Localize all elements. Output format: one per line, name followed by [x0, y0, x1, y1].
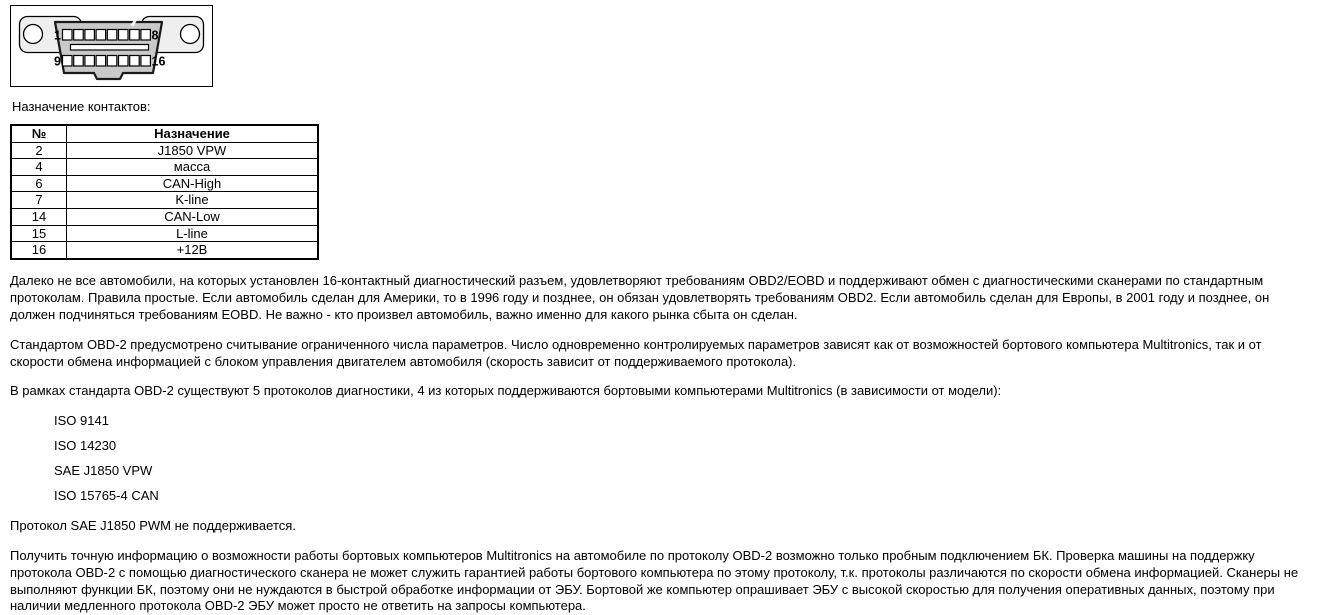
paragraph-obd2-eobd-rules: Далеко не все автомобили, на которых установлен 16-контактный диагностический разъем, удовлетворяют требованиям OBD2/EOBD и поддерживают обмен с диагностическими сканерами по стандартным протоколам. Правила простые. Если автомобиль сделан для Америки, то в 1996 году и позднее, он обязан удовлетворять требованиям OBD2. Если автомобиль сделан для Европы, в 2001 году и позднее, он должен подчиняться требованиям EOBD. Не важно - кто произвел автомобиль, важно именно для какого рынка сбыта он сделан.: [10, 273, 1270, 322]
table-row: [11, 209, 318, 226]
pin-slot: [85, 30, 95, 41]
pin-slot: [107, 56, 117, 67]
pin-function-cell: K-line: [67, 192, 319, 209]
pin-number-cell: 2: [11, 142, 67, 159]
left-mounting-hole: [24, 25, 43, 44]
obd-connector-diagram: [10, 5, 213, 87]
pin-slot: [74, 30, 84, 41]
pin-slot: [119, 56, 129, 67]
pinout-header-number: №: [11, 125, 67, 142]
pin-slot: [74, 56, 84, 67]
pin-number-cell: 15: [11, 225, 67, 242]
paragraph-obd2-parameters: Стандартом OBD-2 предусмотрено считывание ограниченного числа параметров. Число одновременно контролируемых параметров зависят как от возможностей бортового компьютера Multitronics, так и от скорости обмена информацией с блоком управления двигателем автомобиля (скорость зависит от поддерживаемого протокола).: [10, 336, 1262, 369]
pin-label-8: 8: [151, 28, 159, 43]
pin-slot: [119, 30, 129, 41]
pinout-header-function: Назначение: [67, 125, 319, 142]
table-row: [11, 175, 318, 192]
table-row: [11, 242, 318, 259]
pin-label-1: 1: [54, 28, 61, 43]
pin-slot: [63, 30, 73, 41]
protocol-iso-9141: ISO 9141: [54, 413, 109, 429]
pin-slot: [85, 56, 95, 67]
pin-slot: [96, 30, 106, 41]
center-key-slot: [71, 45, 149, 51]
pin-slot: [141, 30, 151, 41]
pin-slot: [96, 56, 106, 67]
table-row: [11, 142, 318, 159]
pin-slot: [107, 30, 117, 41]
pin-function-cell: J1850 VPW: [67, 142, 319, 159]
table-row: [11, 192, 318, 209]
protocol-iso-14230: ISO 14230: [54, 438, 117, 454]
pin-slot: [141, 56, 151, 67]
pin-label-9: 9: [54, 54, 61, 69]
pin-slot: [63, 56, 73, 67]
pin-slot: [130, 56, 140, 67]
pin-number-cell: 14: [11, 209, 67, 226]
pin-slot: [130, 30, 140, 41]
pin-function-cell: +12В: [67, 242, 319, 259]
pinout-caption: Назначение контактов:: [12, 99, 151, 114]
pinout-header-row: [11, 125, 318, 142]
paragraph-pwm-not-supported: Протокол SAE J1850 PWM не поддерживается.: [10, 517, 296, 533]
table-row: [11, 225, 318, 242]
right-mounting-hole: [181, 25, 200, 44]
pin-label-16: 16: [151, 54, 166, 69]
paragraph-bk-connection-note: Получить точную информацию о возможности работы бортовых компьютеров Multitronics на автомобиле по протоколу OBD-2 возможно только пробным подключением БК. Проверка машины на поддержку протокола OBD-2 с помощью диагностического сканера не может служить гарантией работы бортового компьютера по этому протоколу, т.к. протоколы различаются по скорости обмена информацией. Сканеры не выполняют функции БК, поэтому они не нуждаются в быстрой обработке информации от ЭБУ. Бортовой же компьютер опрашивает ЭБУ с высокой скоростью для получения оперативных данных, поэтому при наличии медленного протокола OBD-2 ЭБУ может просто не ответить на запросы компьютера.: [10, 547, 1299, 614]
pinout-table: [10, 124, 319, 260]
pin-number-cell: 6: [11, 175, 67, 192]
table-row: [11, 159, 318, 176]
protocol-iso-15765-can: ISO 15765-4 CAN: [54, 488, 159, 504]
pin-number-cell: 16: [11, 242, 67, 259]
pin-number-cell: 7: [11, 192, 67, 209]
pin-function-cell: масса: [67, 159, 319, 176]
obd-connector-svg: [10, 5, 213, 87]
protocol-sae-j1850-vpw: SAE J1850 VPW: [54, 463, 153, 479]
pin-function-cell: CAN-High: [67, 175, 319, 192]
pin-number-cell: 4: [11, 159, 67, 176]
pin-function-cell: CAN-Low: [67, 209, 319, 226]
paragraph-protocols-intro: В рамках стандарта OBD-2 существуют 5 протоколов диагностики, 4 из которых поддерживаются бортовыми компьютерами Multitronics (в зависимости от модели):: [10, 383, 1002, 399]
pin-function-cell: L-line: [67, 225, 319, 242]
